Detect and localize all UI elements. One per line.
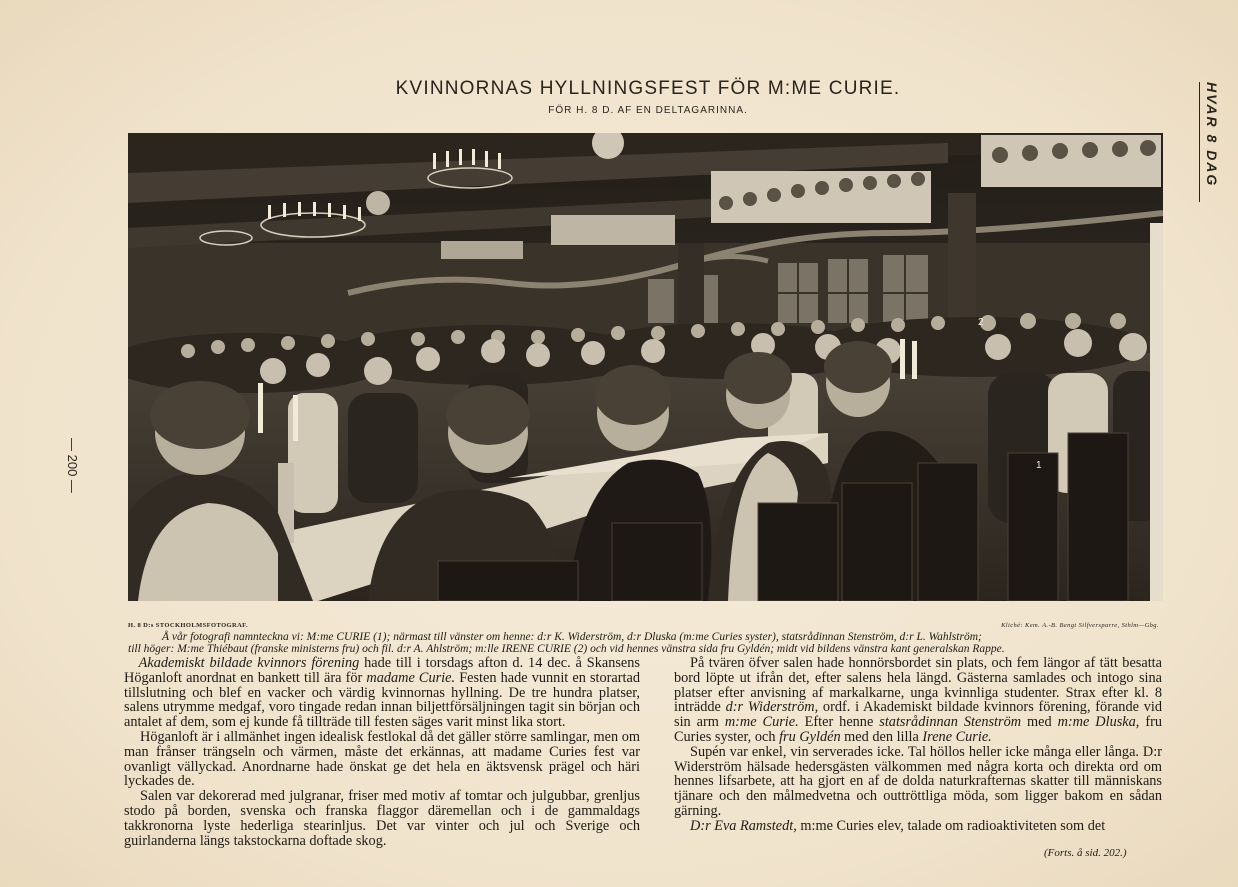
photographer-credit: H. 8 D:s STOCKHOLMSFOTOGRAF. [128,622,248,629]
irene-curie-marker-2: 2 [978,317,984,328]
banquet-photograph [128,133,1163,601]
paragraph-2: Höganloft är i allmänhet ingen idealisk festlokal då det gäller större samlingar, men om man frånser trängseln och värmen, måste det erkännas, att madame Curies fest var ovanligt vällyckad. Anordnarne hade önskat ge det hela en äktsvensk prägel och häri lyckades de. [124,728,640,790]
paragraph-4: På tvären öfver salen hade honnörsbordet sin plats, och fem längor af tätt besatta bord löpte ut ifrån det, efter salens hela längd. Gästerna samlades och intogo sina platser efter anvisning af markalkarne, unga kvinnliga studenter. Strax efter kl. 8 inträdde d:r Widerström, ordf. i Akademiskt bildade kvinnors förening, förande vid sin arm m:me Curie. Efter henne statsrådinnan Stenström med m:me Dluska, fru Curies syster, och fru Gyldén med den lilla Irene Curie. [674,655,1163,745]
article-column-left [124,656,640,848]
society-name: Akademiskt bildade kvinnors förening [138,655,360,671]
page-number: — 200 — [65,438,80,493]
photo-caption [128,631,1163,655]
paragraph-3: Salen var dekorerad med julgranar, friser med motiv af tomtar och julgubbar, grenljus stodo på borden, svenska och franska flaggor däremellan och i de gammaldags takkronorna lyste hederliga stearinljus. Det var vinter och jul och Sverige och guirlanderna längs takstockarna doftade skog. [124,788,640,849]
banquet-photo-illustration [128,133,1163,601]
paragraph-5: Supén var enkel, vin serverades icke. Tal höllos heller icke många eller långa. D:r Widerström hälsade hedersgästen välkommen med några korta och direkta ord om hennes lifsarbete, att ha gjort en af de dolda naturkrafternas skatter till människans tjänare och den målmedvetna och outtröttliga möda, som ligger bakom en sådan gärning. [674,743,1162,819]
article-subtitle: FÖR H. 8 D. AF EN DELTAGARINNA. [548,105,748,116]
engraver-credit: Kliché: Kem. A.-B. Bengt Silfversparre, Sthlm—Gbg. [1001,622,1159,629]
caption-line-2: till höger: M:me Thiébaut (franske ministerns fru) och fil. d:r A. Ahlström; m:lle IRENE CURIE (2) och vid hennes vänstra sida fru Gyldén; midt vid bildens vänstra kant generalskan Rappe. [128,643,1005,655]
caption-line-1: Å vår fotografi namnteckna vi: M:me CURIE (1); närmast till vänster om henne: d:r K. Widerström, d:r Dluska (m:me Curies syster), statsrådinnan Stenström, d:r L. Wahlström; [162,631,982,643]
curie-marker-1: 1 [1036,460,1042,471]
paragraph-6: D:r Eva Ramstedt, m:me Curies elev, talade om radioaktiviteten som det [690,817,1106,834]
article-title: KVINNORNAS HYLLNINGSFEST FÖR M:ME CURIE. [395,78,901,99]
article-column-right [674,656,1162,834]
magazine-name-vertical: HVAR 8 DAG [1199,82,1220,202]
paragraph-1: Akademiskt bildade kvinnors förening hade till i torsdags afton d. 14 dec. å Skansens Höganloft anordnat en bankett till ära för madame Curie. Festen hade vunnit en storartad tillslutning och blef en vacker och värdig kvinnornas hyllning. De tre hundra platser, salens utrymme medgaf, voro tingade redan innan biljettförsäljningen tagit sin början och antalet af dem, som ej kunde få tillträde till festen säges varit minst lika stort. [124,655,641,731]
continued-note: (Forts. å sid. 202.) [1044,847,1127,859]
